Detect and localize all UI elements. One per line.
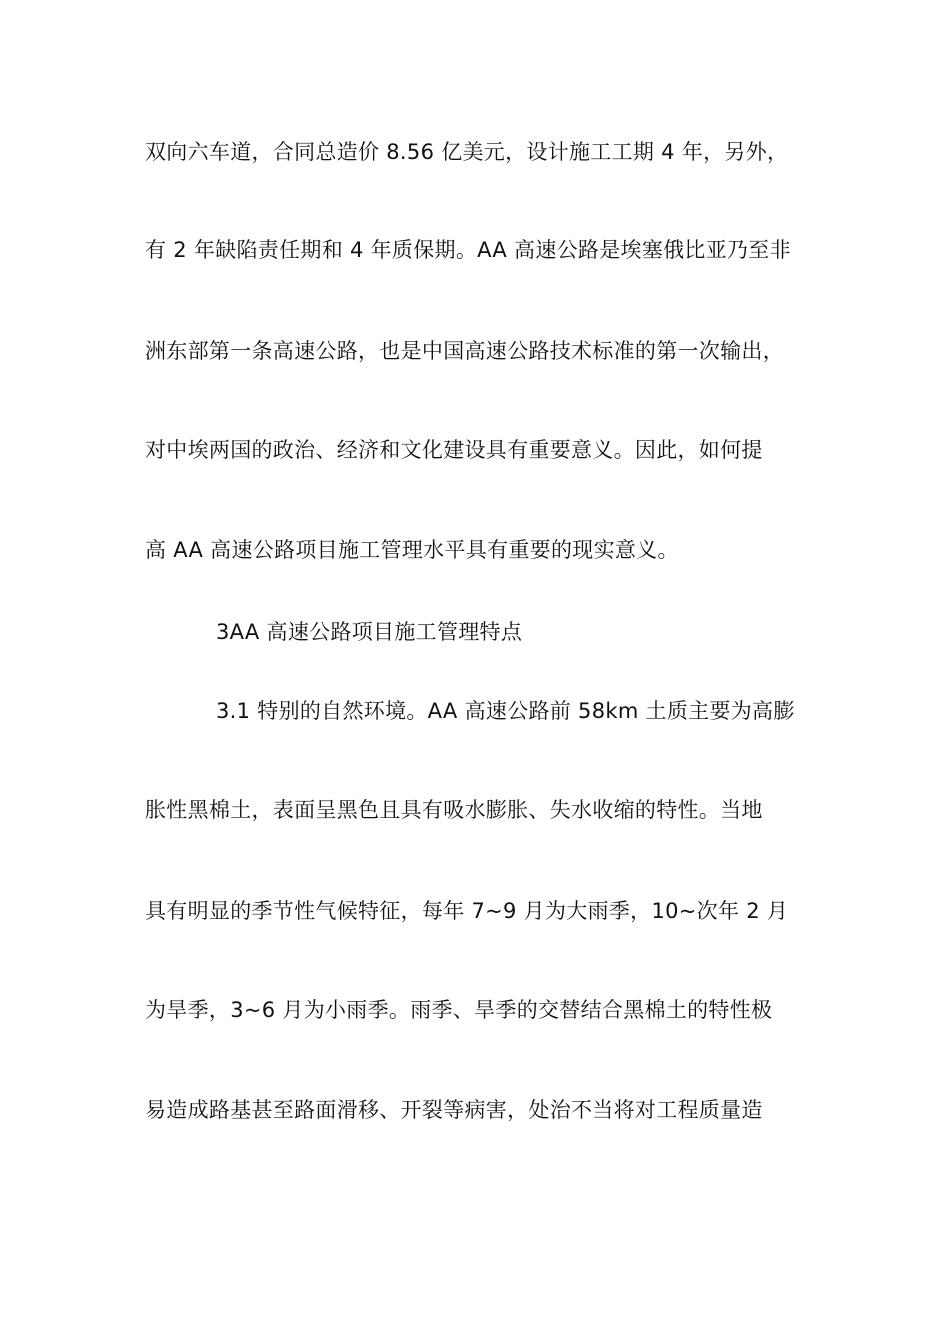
- paragraph-line: 有 2 年缺陷责任期和 4 年质保期。AA 高速公路是埃塞俄比亚乃至非: [145, 238, 791, 262]
- section-heading: 3AA 高速公路项目施工管理特点: [216, 620, 523, 644]
- paragraph-line: 易造成路基甚至路面滑移、开裂等病害，处治不当将对工程质量造: [145, 1098, 763, 1122]
- paragraph-line: 胀性黑棉土，表面呈黑色且具有吸水膨胀、失水收缩的特性。当地: [145, 798, 763, 822]
- paragraph-line: 高 AA 高速公路项目施工管理水平具有重要的现实意义。: [145, 538, 679, 562]
- paragraph-line: 双向六车道，合同总造价 8.56 亿美元，设计施工工期 4 年，另外，: [145, 140, 789, 164]
- paragraph-line: 具有明显的季节性气候特征，每年 7~9 月为大雨季，10~次年 2 月: [145, 899, 789, 923]
- paragraph-line: 洲东部第一条高速公路，也是中国高速公路技术标准的第一次输出，: [145, 339, 784, 363]
- paragraph-line: 3.1 特别的自然环境。AA 高速公路前 58km 土质主要为高膨: [216, 699, 795, 723]
- paragraph-line: 对中埃两国的政治、经济和文化建设具有重要意义。因此，如何提: [145, 438, 763, 462]
- paragraph-line: 为旱季，3~6 月为小雨季。雨季、旱季的交替结合黑棉土的特性极: [145, 998, 773, 1022]
